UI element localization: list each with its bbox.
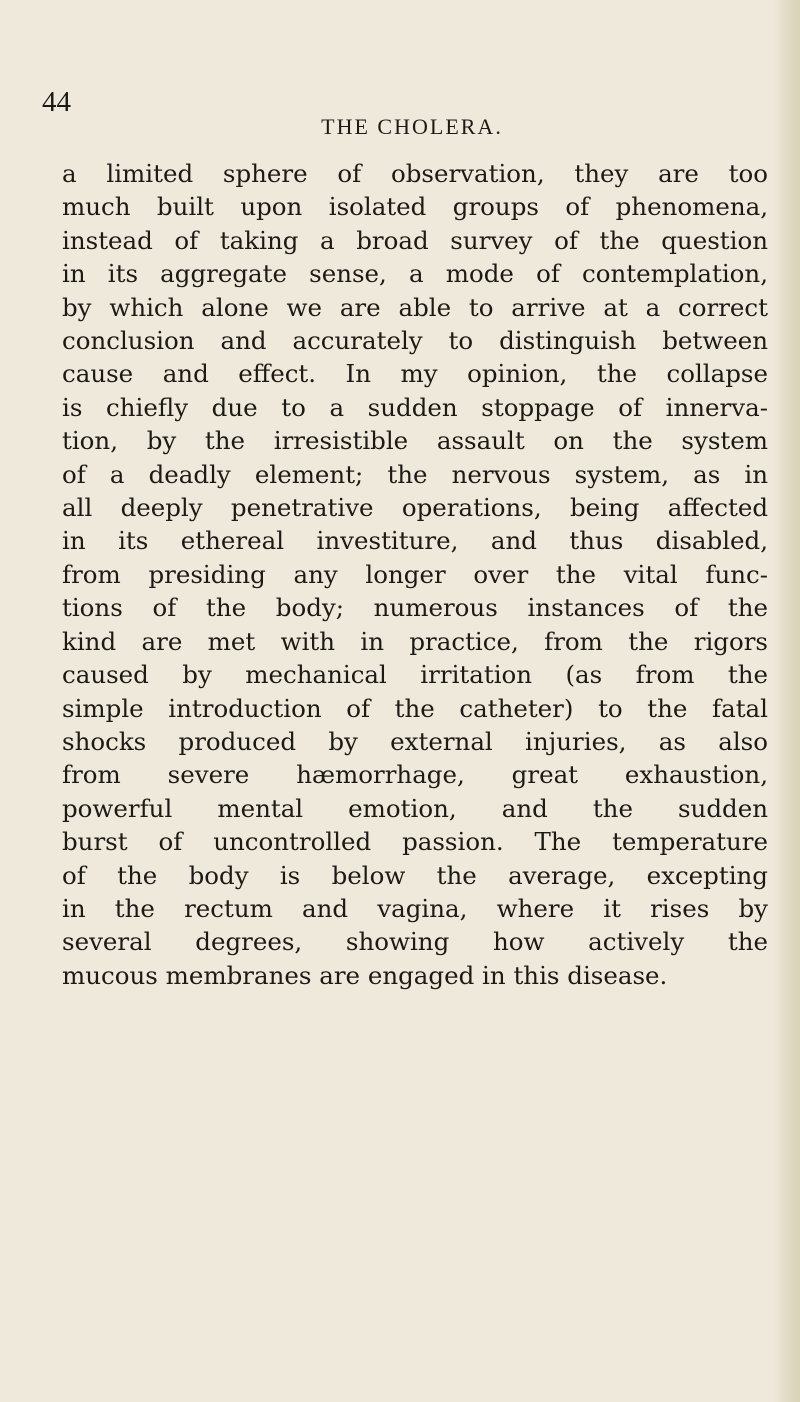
text-line: caused by mechanical irritation (as from the bbox=[62, 660, 768, 690]
text-line: conclusion and accurately to distinguish between bbox=[62, 326, 768, 356]
text-line: a limited sphere of observation, they are too bbox=[62, 159, 768, 188]
running-head bbox=[0, 114, 800, 140]
text-line: tions of the body; numerous instances of the bbox=[62, 593, 768, 623]
page-number: 44 bbox=[42, 86, 71, 118]
text-line: much built upon isolated groups of phenomena, bbox=[62, 192, 768, 222]
text-line: in its ethereal investiture, and thus disabled, bbox=[62, 526, 768, 556]
text-line: from severe hæmorrhage, great exhaustion, bbox=[62, 760, 768, 790]
text-line: powerful mental emotion, and the sudden bbox=[62, 793, 768, 823]
text-line: burst of uncontrolled passion. The temperature bbox=[62, 827, 768, 857]
text-line: several degrees, showing how actively the bbox=[62, 927, 768, 957]
text-line: mucous membranes are engaged in this disease. bbox=[62, 960, 668, 990]
running-title: THE CHOLERA. bbox=[321, 114, 503, 139]
text-line: of a deadly element; the nervous system, as in bbox=[62, 459, 768, 489]
text-line: by which alone we are able to arrive at a correct bbox=[62, 292, 768, 322]
text-line: all deeply penetrative operations, being affected bbox=[62, 493, 768, 523]
text-line: tion, by the irresistible assault on the system bbox=[62, 426, 768, 456]
text-line: simple introduction of the catheter) to the fatal bbox=[62, 693, 768, 723]
text-line: shocks produced by external injuries, as also bbox=[62, 726, 768, 756]
body-paragraph bbox=[62, 157, 768, 992]
text-line: of the body is below the average, excepting bbox=[62, 860, 768, 890]
text-line: in the rectum and vagina, where it rises by bbox=[62, 893, 768, 923]
text-line: is chiefly due to a sudden stoppage of innerva- bbox=[62, 392, 768, 422]
text-line: in its aggregate sense, a mode of contemplation, bbox=[62, 259, 768, 289]
text-line: instead of taking a broad survey of the question bbox=[62, 225, 768, 255]
page-edge-shadow bbox=[774, 0, 800, 1402]
text-line: kind are met with in practice, from the rigors bbox=[62, 626, 768, 656]
text-line: from presiding any longer over the vital func- bbox=[62, 559, 768, 589]
text-line: cause and effect. In my opinion, the collapse bbox=[62, 359, 768, 389]
